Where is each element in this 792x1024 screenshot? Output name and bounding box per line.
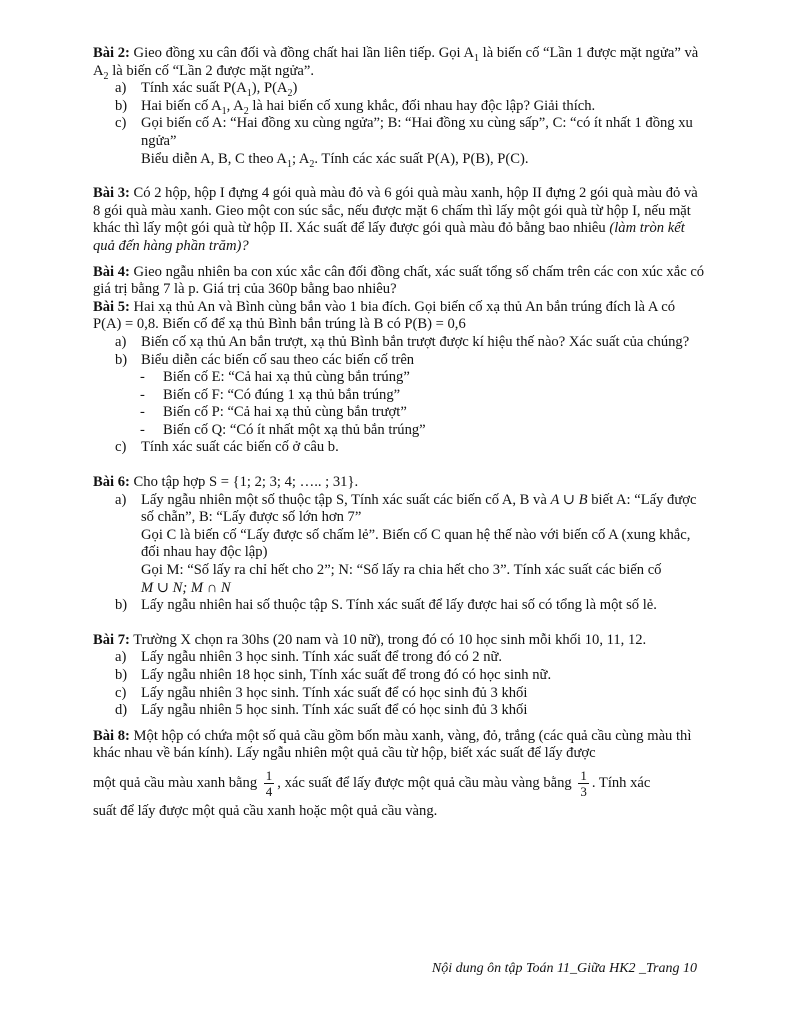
item-text: , A bbox=[226, 97, 244, 114]
problem-6-text: Cho tập hợp S = {1; 2; 3; 4; ….. ; 31}. bbox=[133, 474, 359, 491]
item-marker: b) bbox=[115, 97, 128, 114]
problem-2-item-a bbox=[93, 80, 705, 98]
problem-2-label: Bài 2: bbox=[93, 45, 130, 61]
problem-3-statement bbox=[93, 185, 705, 255]
problem-7-item-c bbox=[93, 685, 705, 703]
item-marker: b) bbox=[115, 351, 128, 368]
problem-5-event-q bbox=[93, 422, 705, 440]
dash-marker: - bbox=[140, 369, 145, 386]
problem-6 bbox=[93, 474, 705, 615]
problem-8-text: Một hộp có chứa một số quả cầu gồm bốn màu xanh, vàng, đỏ, trắng (các quả cầu cùng màu thì khác nhau về bán kính). Lấy ngẫu nhiên một quả cầu từ hộp, biết xác suất để lấy được bbox=[93, 727, 692, 762]
subscript: 2 bbox=[243, 105, 249, 117]
union-expression: A ∪ B bbox=[550, 491, 588, 508]
item-text: Lấy ngẫu nhiên 3 học sinh. Tính xác suất để có học sinh đủ 3 khối bbox=[141, 684, 528, 701]
problem-5-text: Hai xạ thủ An và Bình cùng bắn vào 1 bia đích. Gọi biến cố xạ thủ An bắn trúng đích là A có P(A) = 0,8. Biến cố để xạ thủ Bình bắn trúng là B có P(B) = 0,6 bbox=[93, 298, 676, 333]
item-marker: c) bbox=[115, 115, 127, 132]
problem-5-item-c bbox=[93, 439, 705, 457]
problem-4-label: Bài 4: bbox=[93, 263, 130, 280]
subscript: 1 bbox=[246, 88, 252, 100]
problem-3 bbox=[93, 185, 705, 255]
problem-3-note: (làm tròn kết quả đến hàng phần trăm)? bbox=[93, 220, 685, 254]
item-marker: b) bbox=[115, 597, 128, 614]
item-text: Gọi C là biến cố “Lấy được số chấm lẻ”. Biến cố C quan hệ thế nào với biến cố A (xung khắc, đối nhau hay độc lập) bbox=[141, 526, 691, 561]
fraction-one-quarter bbox=[264, 768, 275, 799]
problem-7-item-a bbox=[93, 649, 705, 667]
problem-2 bbox=[93, 45, 705, 168]
set-expression: M ∪ N; M ∩ N bbox=[141, 579, 231, 596]
problem-8 bbox=[93, 728, 705, 821]
problem-4-text: Gieo ngẫu nhiên ba con xúc xắc cân đối đồng chất, xác suất tổng số chấm trên các con xúc xắc có giá trị bằng 7 là p. Giá trị của 360p bằng bao nhiêu? bbox=[93, 263, 705, 298]
item-text: Gọi biến cố A: “Hai đồng xu cùng ngửa”; B: “Hai đồng xu cùng sấp”, C: “có ít nhất 1 đồng xu ngửa” bbox=[141, 115, 693, 149]
problem-7-statement bbox=[93, 632, 705, 650]
item-marker: d) bbox=[115, 702, 128, 719]
item-text: Lấy ngẫu nhiên 5 học sinh. Tính xác suất để có học sinh đủ 3 khối bbox=[141, 702, 528, 719]
item-marker: a) bbox=[115, 649, 127, 666]
problem-8-text: suất để lấy được một quả cầu xanh hoặc một quả cầu vàng. bbox=[93, 802, 438, 819]
problem-8-text: . Tính xác bbox=[591, 774, 651, 791]
fraction-numerator: 1 bbox=[580, 768, 587, 784]
subscript: 2 bbox=[309, 158, 315, 170]
item-text: ) bbox=[292, 80, 298, 97]
problem-5-event-p bbox=[93, 404, 705, 422]
problem-3-label: Bài 3: bbox=[93, 185, 130, 202]
problem-2-text: Gieo đồng xu cân đối và đồng chất hai lần liên tiếp. Gọi A bbox=[133, 45, 474, 61]
problem-5-label: Bài 5: bbox=[93, 298, 130, 315]
problem-6-item-a bbox=[93, 492, 705, 598]
item-marker: a) bbox=[115, 80, 127, 97]
subscript: 2 bbox=[103, 70, 109, 82]
problem-8-text: , xác suất để lấy được một quả cầu màu vàng bằng bbox=[277, 774, 576, 791]
problem-2-item-c bbox=[93, 115, 705, 168]
problem-8-statement bbox=[93, 728, 705, 763]
problem-7 bbox=[93, 632, 705, 720]
page-footer: Nội dung ôn tập Toán 11_Giữa HK2 _Trang 10 bbox=[431, 961, 697, 976]
dash-marker: - bbox=[140, 386, 145, 403]
item-text: Lấy ngẫu nhiên 3 học sinh. Tính xác suất để trong đó có 2 nữ. bbox=[141, 649, 503, 666]
item-text: Hai biến cố A bbox=[141, 97, 222, 114]
problem-2-text: là biến cố “Lần 1 được mặt ngửa” và A bbox=[93, 45, 699, 79]
document-body bbox=[93, 45, 705, 821]
problem-8-label: Bài 8: bbox=[93, 727, 130, 744]
item-text: là hai biến cố xung khắc, đối nhau hay độc lập? Giải thích. bbox=[248, 97, 596, 114]
problem-6-item-b bbox=[93, 597, 705, 615]
dash-marker: - bbox=[140, 421, 145, 438]
problem-7-item-b bbox=[93, 667, 705, 685]
problem-5-statement bbox=[93, 299, 705, 334]
fraction-denominator: 3 bbox=[580, 784, 587, 800]
problem-2-text: là biến cố “Lần 2 được mặt ngửa”. bbox=[108, 62, 315, 79]
problem-4 bbox=[93, 264, 705, 299]
problem-2-item-b bbox=[93, 98, 705, 116]
item-text: Biến cố xạ thủ An bắn trượt, xạ thủ Bình bắn trượt được kí hiệu thế nào? Xác suất của chúng? bbox=[141, 333, 690, 350]
problem-6-statement bbox=[93, 474, 705, 492]
problem-5-item-b bbox=[93, 352, 705, 370]
problem-5-event-f bbox=[93, 387, 705, 405]
item-text: Biểu diễn A, B, C theo A bbox=[141, 150, 287, 167]
event-text: Biến cố F: “Có đúng 1 xạ thủ bắn trúng” bbox=[163, 386, 401, 403]
subscript: 1 bbox=[221, 105, 227, 117]
problem-7-label: Bài 7: bbox=[93, 631, 130, 648]
item-text: Biểu diễn các biến cố sau theo các biến cố trên bbox=[141, 351, 415, 368]
item-text: ; A bbox=[291, 150, 310, 167]
problem-2-statement bbox=[93, 45, 705, 80]
item-text: . Tính các xác suất P(A), P(B), P(C). bbox=[314, 150, 529, 167]
problem-8-text: một quả cầu màu xanh bằng bbox=[93, 774, 261, 791]
event-text: Biến cố P: “Cả hai xạ thủ cùng bắn trượt” bbox=[163, 404, 407, 421]
item-marker: b) bbox=[115, 667, 128, 683]
problem-4-statement bbox=[93, 264, 705, 299]
problem-7-item-d bbox=[93, 702, 705, 720]
item-text: biết A: “Lấy được số chẵn”, B: “Lấy được số lớn hơn 7” bbox=[141, 491, 697, 526]
item-text: ), P(A bbox=[251, 80, 288, 97]
item-text: Tính xác suất các biến cố ở câu b. bbox=[141, 439, 339, 456]
problem-3-text: Có 2 hộp, hộp I đựng 4 gói quà màu đỏ và 6 gói quà màu xanh, hộp II đựng 2 gói quà màu đỏ và 8 gói quà màu xanh. Gieo một con súc sắc, nếu được mặt 6 chấm thì lấy một gói quà từ hộp I, nếu mặt khác thì lấy một gói quà từ hộp II. Xác suất để lấy được gói quà màu đỏ bằng bao nhiêu bbox=[93, 185, 698, 237]
item-marker: c) bbox=[115, 684, 127, 701]
fraction-denominator: 4 bbox=[265, 784, 273, 800]
item-marker: a) bbox=[115, 333, 127, 350]
problem-8-fraction-line bbox=[93, 763, 705, 803]
item-marker: a) bbox=[115, 491, 127, 508]
fraction-numerator: 1 bbox=[265, 768, 273, 784]
fraction-one-third bbox=[578, 768, 589, 799]
event-text: Biến cố E: “Cả hai xạ thủ cùng bắn trúng” bbox=[163, 369, 410, 386]
problem-6-label: Bài 6: bbox=[93, 474, 130, 491]
problem-7-text: Trường X chọn ra 30hs (20 nam và 10 nữ), trong đó có 10 học sinh mỗi khối 10, 11, 12. bbox=[133, 631, 647, 648]
subscript: 1 bbox=[286, 158, 292, 170]
subscript: 1 bbox=[474, 52, 479, 64]
item-text: Lấy ngẫu nhiên 18 học sinh, Tính xác suất để trong đó có học sinh nữ. bbox=[141, 667, 552, 683]
item-text: Gọi M: “Số lấy ra chỉ hết cho 2”; N: “Số lấy ra chia hết cho 3”. Tính xác suất các biến cố bbox=[141, 562, 662, 579]
problem-5-event-e bbox=[93, 369, 705, 387]
event-text: Biến cố Q: “Có ít nhất một xạ thủ bắn trúng” bbox=[163, 421, 426, 438]
item-marker: c) bbox=[115, 439, 127, 456]
subscript: 2 bbox=[287, 88, 293, 100]
problem-5 bbox=[93, 299, 705, 457]
item-text: Lấy ngẫu nhiên một số thuộc tập S, Tính xác suất các biến cố A, B và bbox=[141, 491, 547, 508]
item-text: Tính xác suất P(A bbox=[141, 80, 247, 97]
item-text: Lấy ngẫu nhiên hai số thuộc tập S. Tính xác suất để lấy được hai số có tổng là một số lẻ. bbox=[141, 597, 657, 614]
dash-marker: - bbox=[140, 404, 145, 421]
problem-5-item-a bbox=[93, 334, 705, 352]
